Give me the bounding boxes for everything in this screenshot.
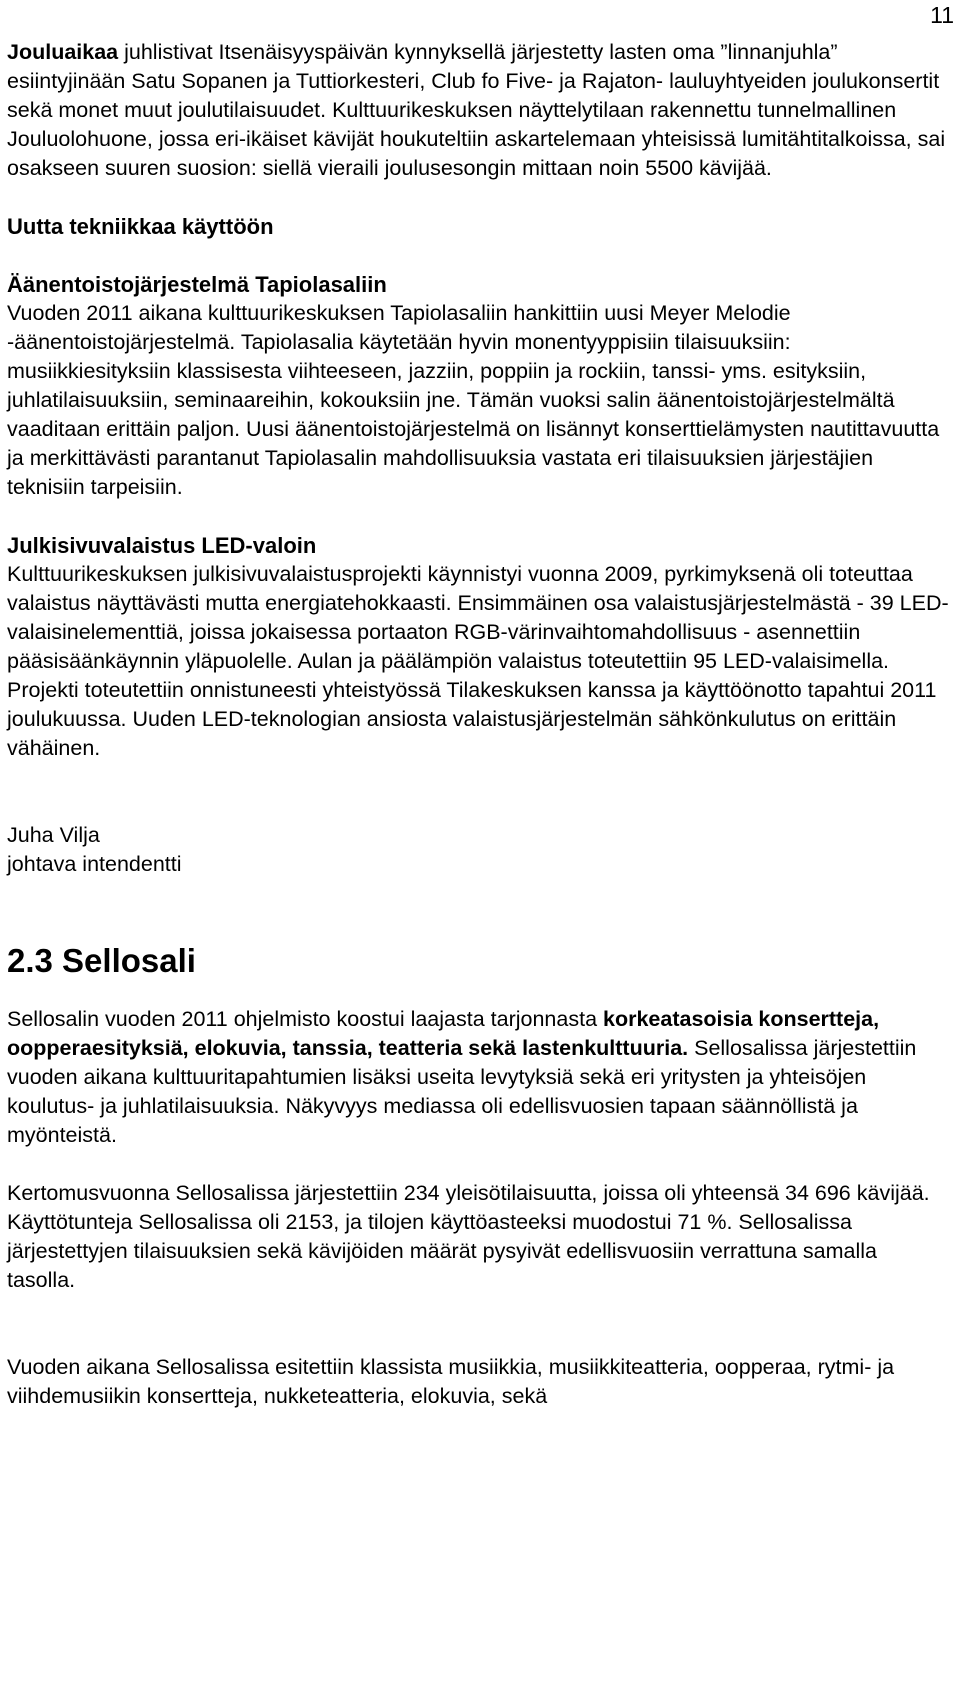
led-paragraph: Kulttuurikeskuksen julkisivuvalaistusprojekti käynnistyi vuonna 2009, pyrkimyksenä oli toteuttaa valaistus näyttävästi mutta energiatehokkaasti. Ensimmäinen osa valaistusjärjestelmästä - 39 LED-valaisinelementtiä, joissa jokaisessa portaaton RGB-värinvaihtomahdollisuus - asennettiin pääsisäänkäynnin yläpuolelle. Aulan ja päälämpiön valaistus toteutettiin 95 LED-valaisimella. Projekti toteutettiin onnistuneesti yhteistyössä Tilakeskuksen kanssa ja käyttöönotto tapahtui 2011 joulukuussa. Uuden LED-teknologian ansiosta valaistusjärjestelmän sähkönkulutus on erittäin vähäinen. xyxy=(7,562,949,760)
sellosali-paragraph-1 xyxy=(7,1005,951,1150)
sellosali-p1-end: Sellosalissa järjestettiin vuoden aikana kulttuuritapahtumien lisäksi useita levytyksiä sekä eri yritysten ja yhteisöjen koulutus- ja juhlatilaisuuksia. Näkyvyys mediassa oli edellisvuosien tapaan säännöllistä ja myönteistä. xyxy=(7,1036,917,1147)
intro-text: juhlistivat Itsenäisyyspäivän kynnyksellä järjestetty lasten oma ”linnanjuhla” esiintyjinään Satu Sopanen ja Tuttiorkesteri, Club fo Five- ja Rajaton- lauluyhtyeiden joulukonsertit sekä monet muut joulutilaisuudet. Kulttuurikeskuksen näyttelytilaan rakennettu tunnelmallinen Jouluolohuone, jossa eri-ikäiset kävijät houkuteltiin askartelemaan yhteisissä lumitähtitalkoissa, sai osakseen suuren suosion: siellä vieraili joulusesongin mittaan noin 5500 kävijää. xyxy=(7,40,946,180)
page-number: 11 xyxy=(930,2,954,28)
section-title: 2.3 Sellosali xyxy=(7,942,196,979)
led-heading: Julkisivuvalaistus LED-valoin xyxy=(7,533,317,558)
document-body xyxy=(7,38,951,1411)
intro-lead: Jouluaikaa xyxy=(7,40,119,64)
signature-title: johtava intendentti xyxy=(7,852,182,876)
sellosali-paragraph-2: Kertomusvuonna Sellosalissa järjestettiin 234 yleisötilaisuutta, joissa oli yhteensä 34 696 kävijää. Käyttötunteja Sellosalissa oli 2153, ja tilojen käyttöasteeksi muodostui 71 %. Sellosalissa järjestettyjen tilaisuuksien sekä kävijöiden määrät pysyivät edellisvuosiin verrattuna samalla tasolla. xyxy=(7,1181,930,1292)
sellosali-p1-start: Sellosalin vuoden 2011 ohjelmisto koostui laajasta tarjonnasta xyxy=(7,1007,604,1031)
signature-name: Juha Vilja xyxy=(7,823,100,847)
sound-heading: Äänentoistojärjestelmä Tapiolasaliin xyxy=(7,272,387,297)
tech-heading: Uutta tekniikkaa käyttöön xyxy=(7,214,274,239)
sellosali-p1-bold: korkeatasoisia konsertteja, oopperaesityksiä, elokuvia, tanssia, teatteria sekä lastenkulttuuria. xyxy=(7,1007,880,1060)
sellosali-paragraph-3: Vuoden aikana Sellosalissa esitettiin klassista musiikkia, musiikkiteatteria, oopperaa, rytmi- ja viihdemusiikin konsertteja, nukketeatteria, elokuvia, sekä xyxy=(7,1355,895,1408)
intro-paragraph xyxy=(7,38,951,183)
sound-paragraph: Vuoden 2011 aikana kulttuurikeskuksen Tapiolasaliin hankittiin uusi Meyer Melodie -äänentoistojärjestelmä. Tapiolasalia käytetään hyvin monentyyppisiin tilaisuuksiin: musiikkiesityksiin klassisesta viihteeseen, jazziin, poppiin ja rockiin, tanssi- yms. esityksiin, juhlatilaisuuksiin, seminaareihin, kokouksiin jne. Tämän vuoksi salin äänentoistojärjestelmältä vaaditaan erittäin paljon. Uusi äänentoistojärjestelmä on lisännyt konserttielämysten nautittavuutta ja merkittävästi parantanut Tapiolasalin mahdollisuuksia vastata eri tilaisuuksien järjestäjien teknisiin tarpeisiin. xyxy=(7,301,940,499)
